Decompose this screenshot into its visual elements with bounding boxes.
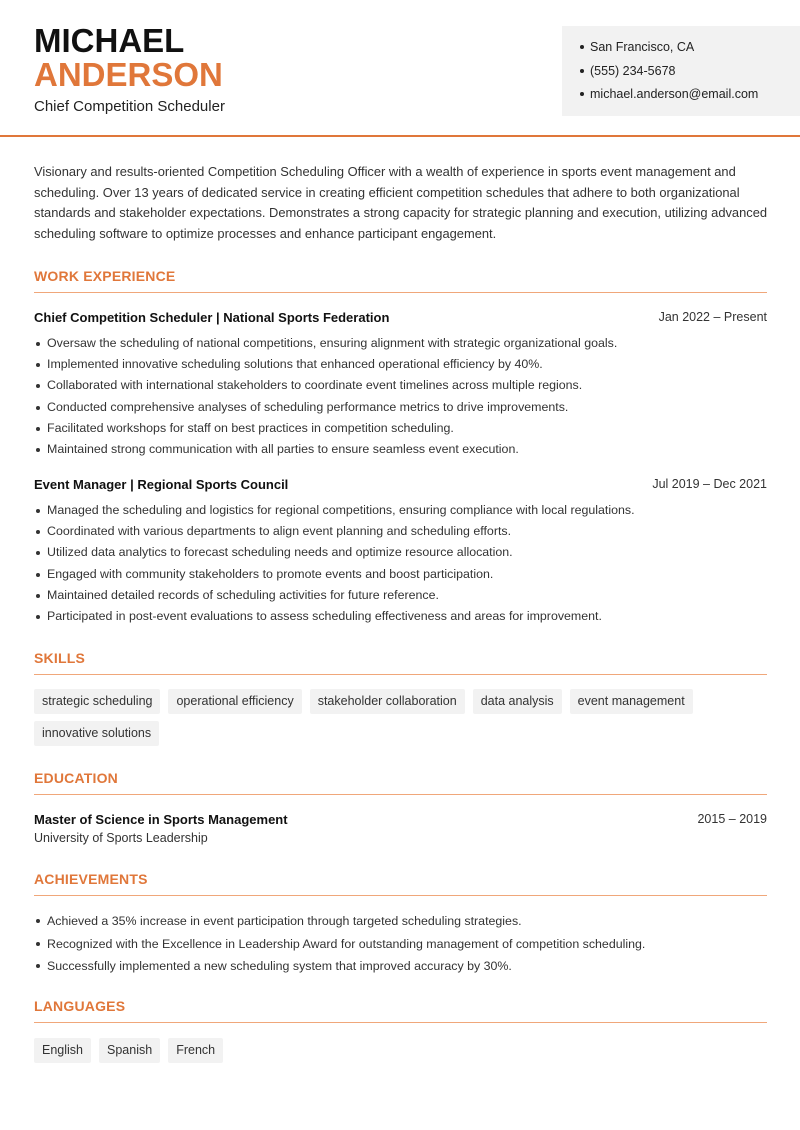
education-dates: 2015 – 2019	[697, 812, 767, 826]
contact-email: michael.anderson@email.com	[580, 84, 800, 108]
section-heading-education: EDUCATION	[34, 770, 767, 795]
education-degree: Master of Science in Sports Management	[34, 812, 288, 827]
skill-chip: operational efficiency	[168, 689, 301, 714]
list-item: Successfully implemented a new scheduling system that improved accuracy by 30%.	[34, 955, 774, 978]
list-item: Facilitated workshops for staff on best practices in competition scheduling.	[34, 418, 774, 439]
languages-list	[34, 1038, 774, 1070]
list-item: Conducted comprehensive analyses of scheduling performance metrics to drive improvements.	[34, 397, 774, 418]
job-2-dates: Jul 2019 – Dec 2021	[652, 477, 767, 491]
section-heading-languages: LANGUAGES	[34, 998, 767, 1023]
first-name: MICHAEL	[34, 22, 185, 59]
language-chip: English	[34, 1038, 91, 1063]
section-heading-skills: SKILLS	[34, 650, 767, 675]
list-item: Coordinated with various departments to align event planning and scheduling efforts.	[34, 521, 774, 542]
skills-list	[34, 689, 774, 753]
job-2-bullets	[34, 500, 774, 627]
professional-summary: Visionary and results-oriented Competition Scheduling Officer with a wealth of experience in sports event management and scheduling. Over 13 years of dedicated service in creating efficient competition schedules that adhere to both organizational standards and stakeholder expectations. Demonstrates a strong capacity for strategic planning and execution, utilizing advanced scheduling software to optimize processes and enhance participant engagement.	[34, 164, 768, 242]
skill-chip: stakeholder collaboration	[310, 689, 465, 714]
job-1-bullets	[34, 333, 774, 460]
language-chip: French	[168, 1038, 223, 1063]
skill-chip: innovative solutions	[34, 721, 159, 746]
section-heading-work-experience: WORK EXPERIENCE	[34, 268, 767, 293]
skill-chip: event management	[570, 689, 693, 714]
skill-chip: strategic scheduling	[34, 689, 160, 714]
list-item: Participated in post-event evaluations to assess scheduling effectiveness and areas for improvement.	[34, 606, 774, 627]
candidate-name	[34, 24, 223, 92]
job-2-title: Event Manager | Regional Sports Council	[34, 477, 289, 492]
list-item: Maintained strong communication with all parties to ensure seamless event execution.	[34, 439, 774, 460]
contact-phone: (555) 234-5678	[580, 61, 800, 85]
contact-box	[562, 26, 800, 116]
list-item: Achieved a 35% increase in event participation through targeted scheduling strategies.	[34, 910, 774, 933]
achievements-list	[34, 910, 774, 978]
education-school: University of Sports Leadership	[34, 831, 208, 845]
section-heading-achievements: ACHIEVEMENTS	[34, 871, 767, 896]
job-1-title: Chief Competition Scheduler | National Sports Federation	[34, 310, 390, 325]
list-item: Utilized data analytics to forecast scheduling needs and optimize resource allocation.	[34, 542, 774, 563]
language-chip: Spanish	[99, 1038, 160, 1063]
skill-chip: data analysis	[473, 689, 562, 714]
list-item: Recognized with the Excellence in Leadership Award for outstanding management of competition scheduling.	[34, 933, 774, 956]
list-item: Engaged with community stakeholders to promote events and boost participation.	[34, 564, 774, 585]
list-item: Implemented innovative scheduling solutions that enhanced operational efficiency by 40%.	[34, 354, 774, 375]
list-item: Collaborated with international stakeholders to coordinate event timelines across multiple regions.	[34, 375, 774, 396]
last-name: ANDERSON	[34, 56, 223, 93]
job-title-headline: Chief Competition Scheduler	[34, 98, 225, 115]
resume-header	[0, 0, 800, 137]
list-item: Managed the scheduling and logistics for regional competitions, ensuring compliance with local regulations.	[34, 500, 774, 521]
job-1-dates: Jan 2022 – Present	[658, 310, 767, 324]
contact-location: San Francisco, CA	[580, 37, 800, 61]
list-item: Oversaw the scheduling of national competitions, ensuring alignment with strategic organizational goals.	[34, 333, 774, 354]
list-item: Maintained detailed records of scheduling activities for future reference.	[34, 585, 774, 606]
